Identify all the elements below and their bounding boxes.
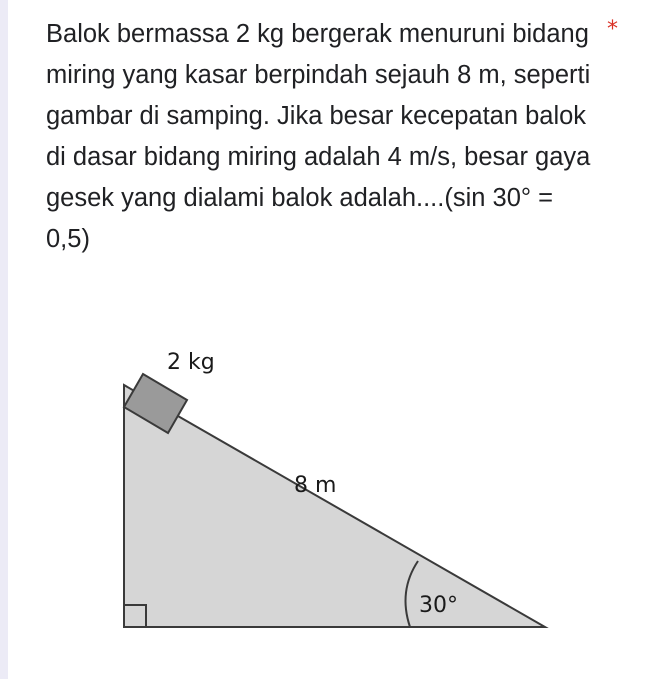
incline-diagram: [110, 335, 560, 635]
question-text: Balok bermassa 2 kg bergerak menuruni bidang miring yang kasar berpindah sejauh 8 m, seperti gambar di samping. Jika besar kecepatan balok di dasar bidang miring adalah 4 m/s, besar gaya gesek yang dialami balok adalah....(sin 30° = 0,5): [46, 20, 591, 253]
length-label: 8 m: [294, 473, 337, 498]
mass-label: 2 kg: [167, 350, 215, 375]
required-asterisk: *: [607, 17, 618, 42]
angle-label: 30°: [419, 593, 458, 618]
form-accent-strip: [0, 0, 8, 679]
incline-triangle: [124, 385, 545, 627]
